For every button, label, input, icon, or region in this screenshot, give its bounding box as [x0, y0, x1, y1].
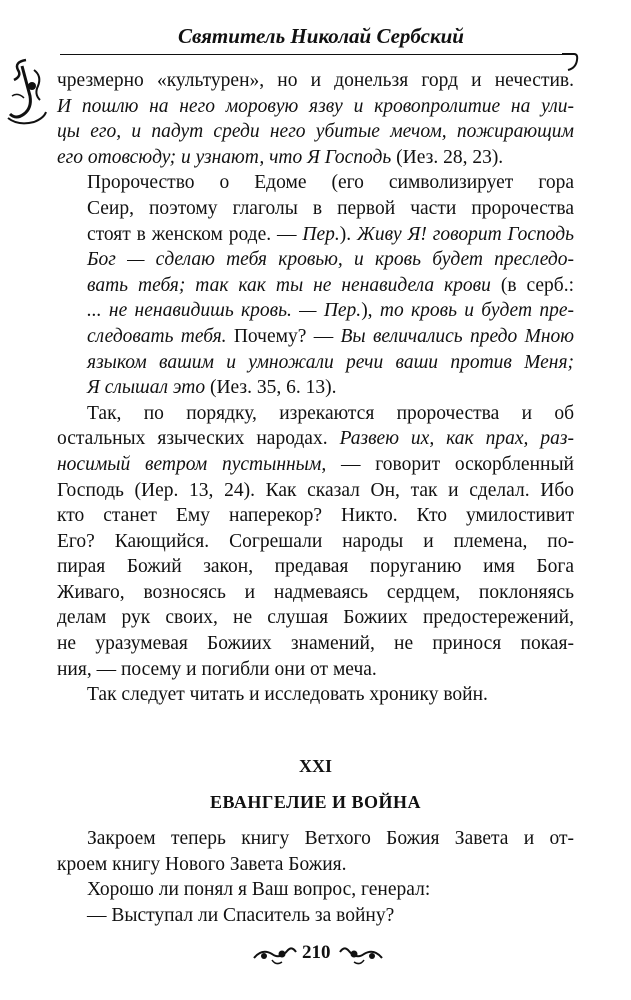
- text-run: (в серб.:: [490, 274, 575, 296]
- text-line: Так, по порядку, изрекаются пророчества и об: [87, 402, 574, 424]
- text-line: Хорошо ли понял я Ваш вопрос, генерал:: [87, 879, 431, 901]
- running-header: [60, 24, 580, 64]
- text-line: [57, 350, 574, 376]
- chapter-number: XXI: [298, 756, 332, 776]
- citation: (Иез. 28, 23).: [391, 146, 504, 168]
- text-line: [57, 452, 574, 478]
- text-run: Почему? —: [226, 325, 341, 347]
- italic-text: его отовсюду; и узнают, что Я Господь: [57, 146, 392, 168]
- text-line: Его? Кающийся. Согрешали народы и племена, по-: [57, 530, 574, 552]
- page-number: 210: [302, 942, 331, 963]
- ornamental-dropcap-icon: [4, 56, 50, 130]
- text-line: — Выступал ли Спаситель за войну?: [87, 904, 395, 926]
- paragraph-2: [57, 170, 574, 400]
- text-line: [57, 222, 574, 248]
- text-line: [57, 298, 574, 324]
- paragraph-1: [57, 68, 574, 170]
- chapter-text: [57, 826, 574, 928]
- italic-text: цы его, и падут среди него убитые мечом, пожирающим: [57, 121, 574, 143]
- text-line: [57, 324, 574, 350]
- italic-text: носимый ветром пустынным,: [57, 453, 327, 475]
- text-line: Господь (Иер. 13, 24). Как сказал Он, так и сделал. Ибо: [57, 479, 574, 501]
- italic-text: следовать тебя.: [87, 325, 227, 347]
- citation: (Иез. 35, 6. 13).: [205, 377, 337, 399]
- text-line: не уразумевая Божиих знамений, не принося покая-: [57, 633, 574, 655]
- italic-text: И пошлю на него моровую язву и кровопролитие на ули-: [57, 95, 574, 117]
- text-line: Так следует читать и исследовать хронику войн.: [87, 684, 488, 706]
- italic-text: вать тебя; так как ты не ненавидела крови: [87, 274, 491, 296]
- text-line: [57, 426, 574, 452]
- text-line: [57, 273, 574, 299]
- text-line: [57, 94, 574, 120]
- ornament-left-icon: [252, 940, 298, 968]
- italic-text: Я слышал это: [87, 377, 206, 399]
- running-header-title: Святитель Николай Сербский: [178, 24, 464, 48]
- text-line: чрезмерно «культурен», но и донельзя горд и нечестив.: [57, 70, 574, 91]
- text-line: пирая Божий закон, предавая поруганию имя Бога: [57, 556, 574, 578]
- text-line: кроем книгу Нового Завета Божия.: [57, 853, 347, 875]
- italic-text: Живу Я! говорит Господь: [356, 223, 574, 245]
- text-line: Закроем теперь книгу Ветхого Божия Завета и от-: [87, 828, 574, 849]
- text-line: [57, 375, 574, 401]
- header-rule: [60, 54, 565, 55]
- text-line: делам рук своих, не слушая Божиих предостережений,: [57, 607, 574, 629]
- italic-text: ... не ненавидишь кровь. — Пер.: [87, 300, 362, 322]
- text-line: [57, 145, 574, 171]
- paragraph-3: [57, 401, 574, 683]
- ornament-right-icon: [338, 940, 384, 968]
- text-run: остальных языческих народах.: [57, 428, 340, 450]
- text-run: — говорит оскорбленный: [326, 453, 574, 475]
- text-line: кто станет Ему наперекор? Никто. Кто умилостивит: [57, 505, 574, 527]
- text-line: [57, 119, 574, 145]
- text-run: ).: [339, 223, 357, 245]
- italic-text: языком вашим и умножали речи ваши против Меня;: [87, 351, 574, 373]
- italic-text: Развею их, как прах, раз-: [339, 428, 574, 450]
- italic-text: Бог — сделаю тебя кровью, и кровь будет преследо-: [87, 249, 574, 271]
- text-line: [57, 247, 574, 273]
- chapter-title: ЕВАНГЕЛИЕ И ВОЙНА: [209, 792, 422, 812]
- italic-text: Вы величались предо Мною: [340, 325, 574, 347]
- paragraph-4: [57, 682, 574, 708]
- main-text: [57, 68, 574, 708]
- text-run: стоят в женском роде. —: [87, 223, 303, 245]
- text-line: Сеир, поэтому глаголы в первой части пророчества: [87, 197, 574, 219]
- text-line: Пророчество о Едоме (его символизирует гора: [87, 172, 574, 194]
- text-line: Живаго, возносясь и надмеваясь сердцем, поклоняясь: [57, 581, 574, 603]
- italic-text: то кровь и будет пре-: [379, 300, 574, 322]
- italic-text: Пер.: [302, 223, 340, 245]
- text-line: ния, — посему и погибли они от меча.: [57, 658, 377, 680]
- text-run: ),: [361, 300, 380, 322]
- page-footer: [0, 940, 631, 970]
